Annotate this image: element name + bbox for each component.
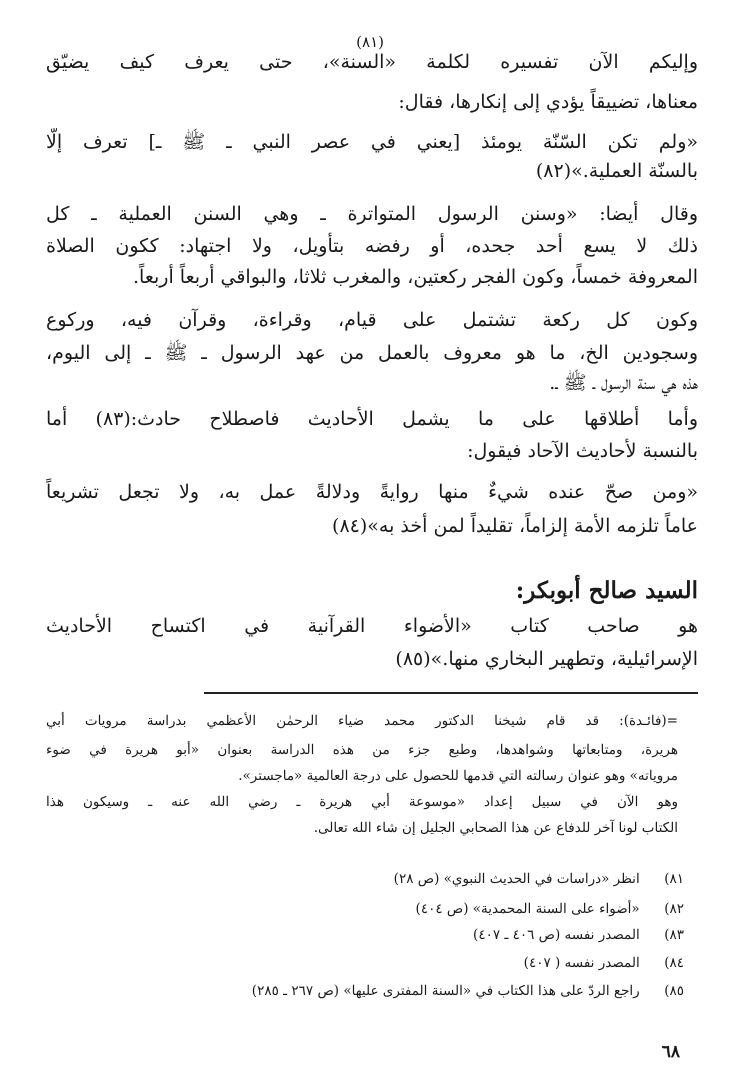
note-number: ٨٥) (664, 983, 684, 999)
footnote-line-4: وهو الآن في سبيل إعداد «موسوعة أبي هريرة ـ رضي الله عنه ـ وسيكون هذا (46, 794, 678, 810)
note-82 (416, 896, 684, 922)
note-text: «أضواء على السنة المحمدية» (ص ٤٠٤) (415, 901, 640, 917)
para1-line-1: وإليكم الآن تفسيره لكلمة «السنة»، حتى يعرف كيف يضيّق (46, 51, 698, 73)
para3-line-1: وكون كل ركعة تشتمل على قيام، وقراءة، وقرآن فيه، وركوع (46, 309, 698, 331)
quote2-line-2: عاماً تلزمه الأمة إلزاماً، تقليداً لمن أخذ به»(٨٤) (332, 515, 698, 537)
para2-line-1: وقال أيضا: «وسنن الرسول المتواترة ـ وهي السنن العملية ـ كل (46, 203, 698, 225)
para5-line-1: هو صاحب كتاب «الأضواء القرآنية في اكتساح الأحاديث (46, 615, 698, 637)
footnote-separator (204, 692, 698, 694)
para1-line-2: معناها، تضييقاً يؤدي إلى إنكارها، فقال: (398, 91, 698, 113)
note-85 (252, 978, 684, 1004)
para5-line-2: الإسرائيلية، وتطهير البخاري منها.»(٨٥) (395, 648, 698, 670)
para2-line-2: ذلك لا يسع أحد جحده، أو رفضه بتأويل، ولا اجتهاد: ككون الصلاة (46, 235, 698, 257)
quote1-line-1: «ولم تكن السّنّة يومئذ [يعني في عصر النبي ـ ﷺ ـ] تعرف إلّا (46, 131, 698, 153)
note-text: انظر «دراسات في الحديث النبوي» (ص ٢٨) (393, 871, 640, 887)
note-text: راجع الردّ على هذا الكتاب في «السنة المفترى عليها» (ص ٢٦٧ ـ ٢٨٥) (251, 983, 640, 999)
para2-line-3: المعروفة خمساً، وكون الفجر ركعتين، والمغرب ثلاثا، والبواقي أربعاً أربعاً. (133, 266, 698, 288)
footnote-line-1: =(فائـدة): قد قام شيخنا الدكتور محمد ضياء الرحمٰن الأعظمي بدراسة مرويات أبي (46, 713, 678, 729)
para3-line-2: وسجودين الخ، ما هو معروف بالعمل من عهد الرسول ـ ﷺ ـ إلى اليوم، (46, 342, 698, 364)
footnote-line-3: مروياته» وهو عنوان رسالته التي قدمها للحصول على درجة العالمية «ماجستر». (238, 768, 678, 784)
quote2-line-1: «ومن صحّ عنده شيءٌ منها روايةً ودلالةً عمل به، ولا تجعل تشريعاً (46, 481, 698, 503)
top-note-ref: (٨١) (356, 33, 384, 51)
para4-line-1: وأما أطلاقها على ما يشمل الأحاديث فاصطلاح حادث:(٨٣) أما (46, 408, 698, 430)
note-number: ٨١) (664, 871, 684, 887)
para3-line-3: هذه هي سنة الرسول ـ ﷺ ـ. (549, 372, 698, 394)
note-text: المصدر نفسه ( ٤٠٧) (523, 955, 640, 971)
section-heading: السيد صالح أبوبكر: (515, 577, 698, 604)
note-81 (394, 866, 684, 892)
note-number: ٨٢) (664, 901, 684, 917)
page-number: ٦٨ (661, 1042, 680, 1062)
note-83 (473, 922, 684, 948)
footnote-line-5: الكتاب لونا آخر للدفاع عن هذا الصحابي الجليل إن شاء الله تعالى. (313, 820, 678, 836)
note-text: المصدر نفسه (ص ٤٠٦ ـ ٤٠٧) (473, 927, 640, 943)
note-number: ٨٤) (664, 955, 684, 971)
para4-line-2: بالنسبة لأحاديث الآحاد فيقول: (467, 440, 698, 462)
note-84 (524, 950, 684, 976)
footnote-line-2: هريرة، ومتابعاتها وشواهدها، وطبع جزء من هذه الدراسة بعنوان «أبو هريرة في ضوء (46, 742, 678, 758)
quote1-line-2: بالسنّة العملية.»(٨٢) (535, 160, 698, 182)
note-number: ٨٣) (664, 927, 684, 943)
